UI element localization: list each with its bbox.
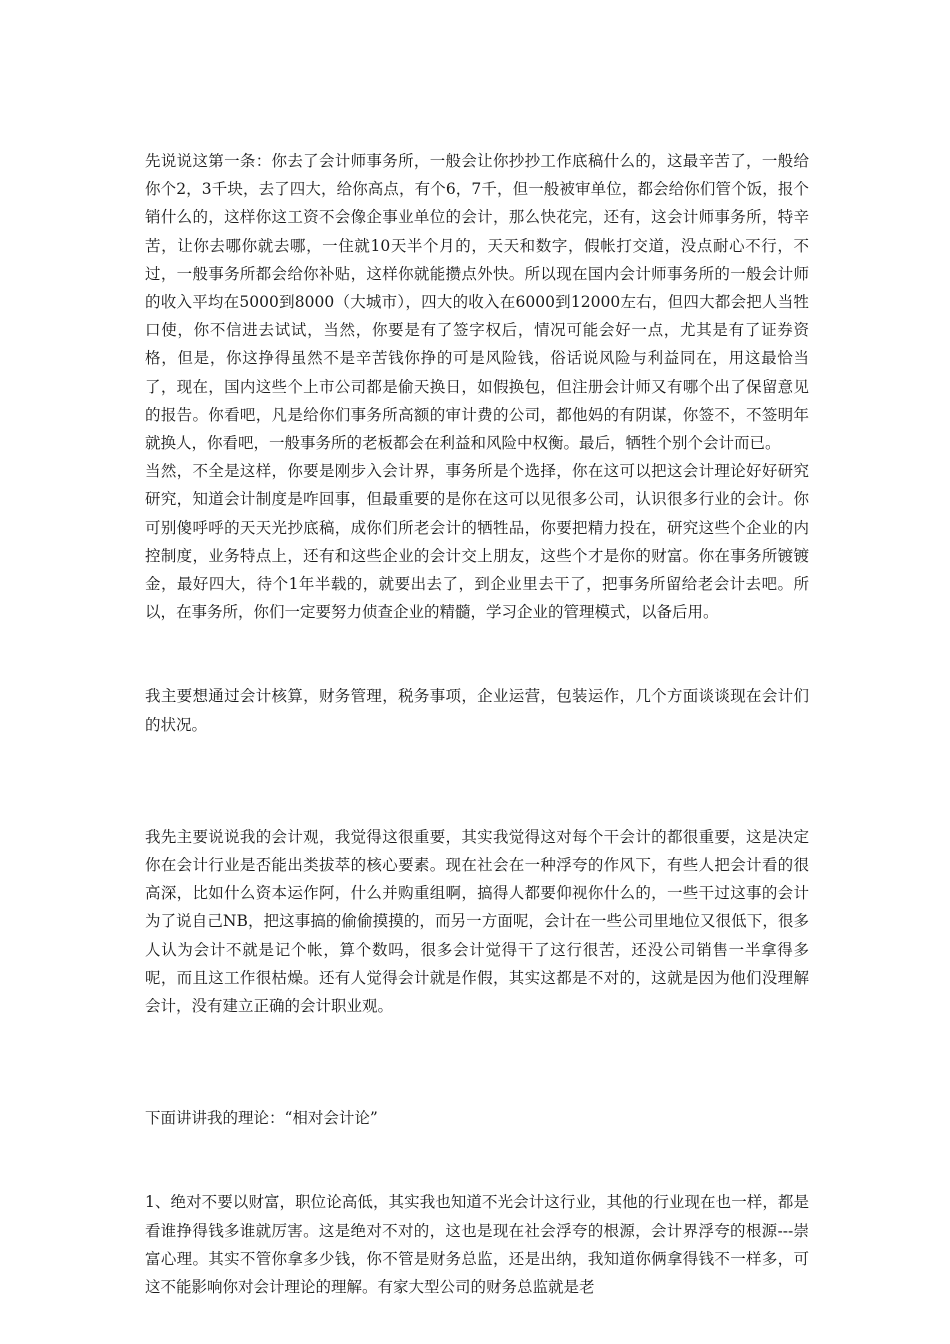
paragraph-accounting-firm-income: 先说说这第一条：你去了会计师事务所，一般会让你抄抄工作底稿什么的，这最辛苦了，一般给你个2，3千块，去了四大，给你高点，有个6，7千，但一般被审单位，都会给你们管个饭，报个销什么的，这样你这工资不会像企事业单位的会计，那么快花完，还有，这会计师事务所，特辛苦，让你去哪你就去哪，一住就10天半个月的，天天和数字，假帐打交道，没点耐心不行，不过，一般事务所都会给你补贴，这样你就能攒点外快。所以现在国内会计师事务所的一般会计师的收入平均在5000到8000（大城市），四大的收入在6000到12000左右，但四大都会把人当牲口使，你不信进去试试，当然，你要是有了签字权后，情况可能会好一点，尤其是有了证券资格，但是，你这挣得虽然不是辛苦钱你挣的可是风险钱，俗话说风险与利益同在，用这最恰当了，现在，国内这些个上市公司都是偷天换日，如假换包，但注册会计师又有哪个出了保留意见的报告。你看吧，凡是给你们事务所高额的审计费的公司，都他妈的有阴谋，你签不，不签明年就换人，你看吧，一般事务所的老板都会在利益和风险中权衡。最后，牺牲个别个会计而已。 (145, 152, 809, 453)
paragraph-point-one: 1、绝对不要以财富，职位论高低，其实我也知道不光会计这行业，其他的行业现在也一样，都是看谁挣得钱多谁就厉害。这是绝对不对的，这也是现在社会浮夸的根源，会计界浮夸的根源---崇富心理。其实不管你拿多少钱，你不管是财务总监，还是出纳，我知道你俩拿得钱不一样多，可这不能影响你对会计理论的理解。有家大型公司的财务总监就是老 (145, 1193, 809, 1297)
paragraph-spacer (145, 1020, 809, 1104)
paragraph-topics-intro: 我主要想通过会计核算，财务管理，税务事项，企业运营，包装运作，几个方面谈谈现在会计们的状况。 (145, 687, 809, 734)
paragraph-accounting-firm-advice: 当然，不全是这样，你要是刚步入会计界，事务所是个选择，你在这可以把这会计理论好好研究研究，知道会计制度是咋回事，但最重要的是你在这可以见很多公司，认识很多行业的会计。你可别傻呼呼的天天光抄底稿，成你们所老会计的牺牲品，你要把精力投在，研究这些个企业的内控制度，业务特点上，还有和这些企业的会计交上朋友，这些个才是你的财富。你在事务所镀镀金，最好四大，待个1年半载的，就要出去了，到企业里去干了，把事务所留给老会计去吧。所以，在事务所，你们一定要努力侦查企业的精髓，学习企业的管理模式，以备后用。 (145, 462, 809, 622)
paragraph-accounting-view: 我先主要说说我的会计观，我觉得这很重要，其实我觉得这对每个干会计的都很重要，这是决定你在会计行业是否能出类拔萃的核心要素。现在社会在一种浮夸的作风下，有些人把会计看的很高深，比如什么资本运作阿，什么并购重组啊，搞得人都要仰视你什么的，一些干过这事的会计为了说自己NB，把这事搞的偷偷摸摸的，而另一方面呢，会计在一些公司里地位又很低下，很多人认为会计不就是记个帐，算个数吗，很多会计觉得干了这行很苦，还没公司销售一半拿得多呢，而且这工作很枯燥。还有人觉得会计就是作假，其实这都是不对的，这就是因为他们没理解会计，没有建立正确的会计职业观。 (145, 827, 809, 1016)
paragraph-spacer (145, 739, 809, 823)
section-heading-relative-accounting: 下面讲讲我的理论：“相对会计论” (145, 1109, 378, 1128)
document-body (145, 147, 809, 1301)
paragraph-spacer (145, 1132, 809, 1188)
paragraph-spacer (145, 626, 809, 682)
